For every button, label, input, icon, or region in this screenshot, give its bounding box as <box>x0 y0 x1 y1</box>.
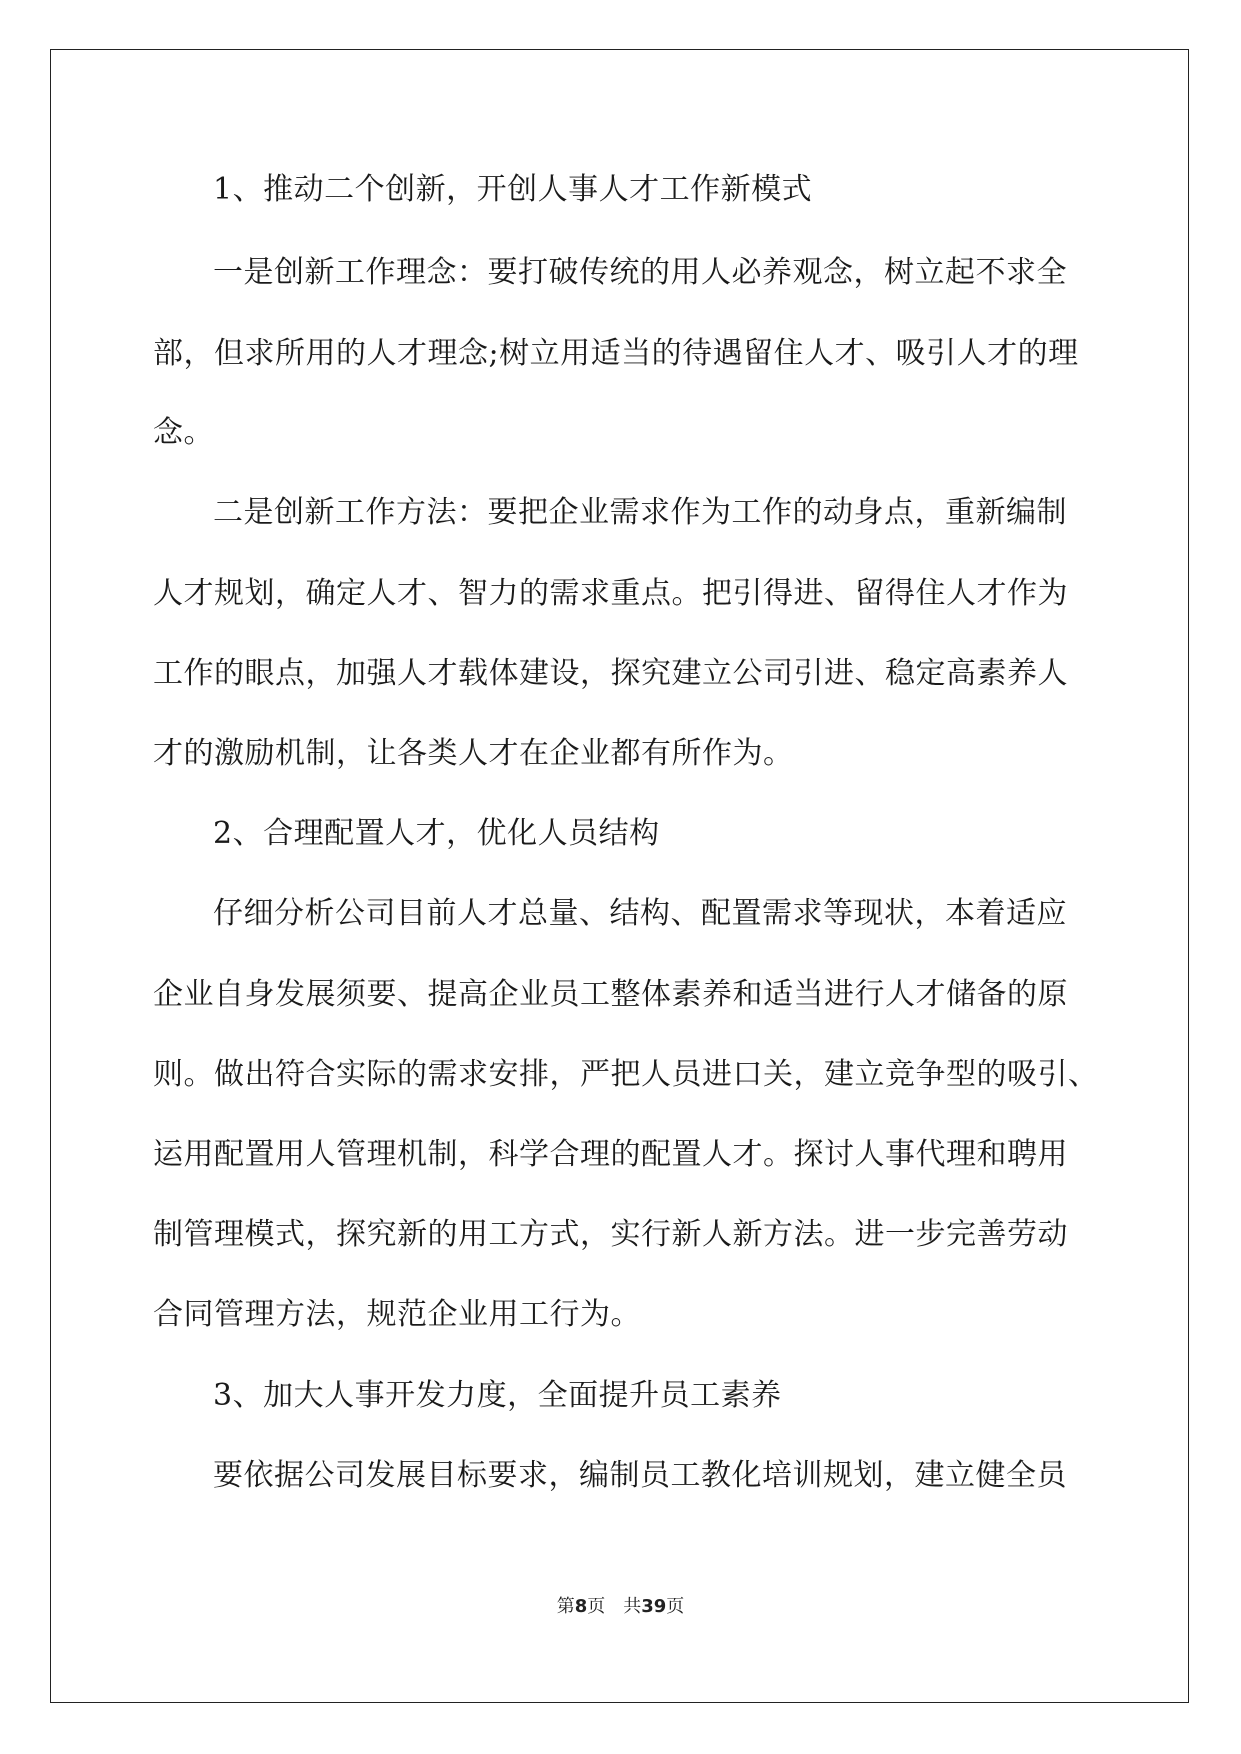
paragraph-line: 则。做出符合实际的需求安排，严把人员进口关，建立竞争型的吸引、 <box>153 1057 1099 1092</box>
heading-1: 1、推动二个创新，开创人事人才工作新模式 <box>213 172 813 207</box>
heading-2: 2、合理配置人才，优化人员结构 <box>213 816 660 851</box>
paragraph-line: 合同管理方法，规范企业用工行为。 <box>153 1297 641 1332</box>
paragraph-line: 仔细分析公司目前人才总量、结构、配置需求等现状，本着适应 <box>213 896 1067 931</box>
heading-3: 3、加大人事开发力度，全面提升员工素养 <box>213 1378 782 1413</box>
page-prefix: 第 <box>556 1596 575 1617</box>
paragraph-line: 人才规划，确定人才、智力的需求重点。把引得进、留得住人才作为 <box>153 576 1068 611</box>
paragraph-line: 运用配置用人管理机制，科学合理的配置人才。探讨人事代理和聘用 <box>153 1137 1068 1172</box>
total-suffix: 页 <box>666 1596 685 1617</box>
paragraph-line: 工作的眼点，加强人才载体建设，探究建立公司引进、稳定高素养人 <box>153 656 1068 691</box>
paragraph-line: 一是创新工作理念：要打破传统的用人必养观念，树立起不求全 <box>213 255 1067 290</box>
page-number: 8 <box>574 1596 588 1617</box>
paragraph-line: 要依据公司发展目标要求，编制员工教化培训规划，建立健全员 <box>213 1458 1067 1493</box>
paragraph-line: 企业自身发展须要、提高企业员工整体素养和适当进行人才储备的原 <box>153 977 1068 1012</box>
page-suffix: 页 <box>587 1596 606 1617</box>
paragraph-line: 念。 <box>153 415 214 450</box>
paragraph-line: 才的激励机制，让各类人才在企业都有所作为。 <box>153 736 794 771</box>
total-pages: 39 <box>641 1596 667 1617</box>
total-prefix: 共 <box>623 1596 642 1617</box>
paragraph-line: 部，但求所用的人才理念;树立用适当的待遇留住人才、吸引人才的理 <box>153 336 1079 371</box>
page-border <box>50 49 1189 1703</box>
page-footer <box>0 1596 1241 1618</box>
paragraph-line: 制管理模式，探究新的用工方式，实行新人新方法。进一步完善劳动 <box>153 1217 1068 1252</box>
paragraph-line: 二是创新工作方法：要把企业需求作为工作的动身点，重新编制 <box>213 495 1067 530</box>
